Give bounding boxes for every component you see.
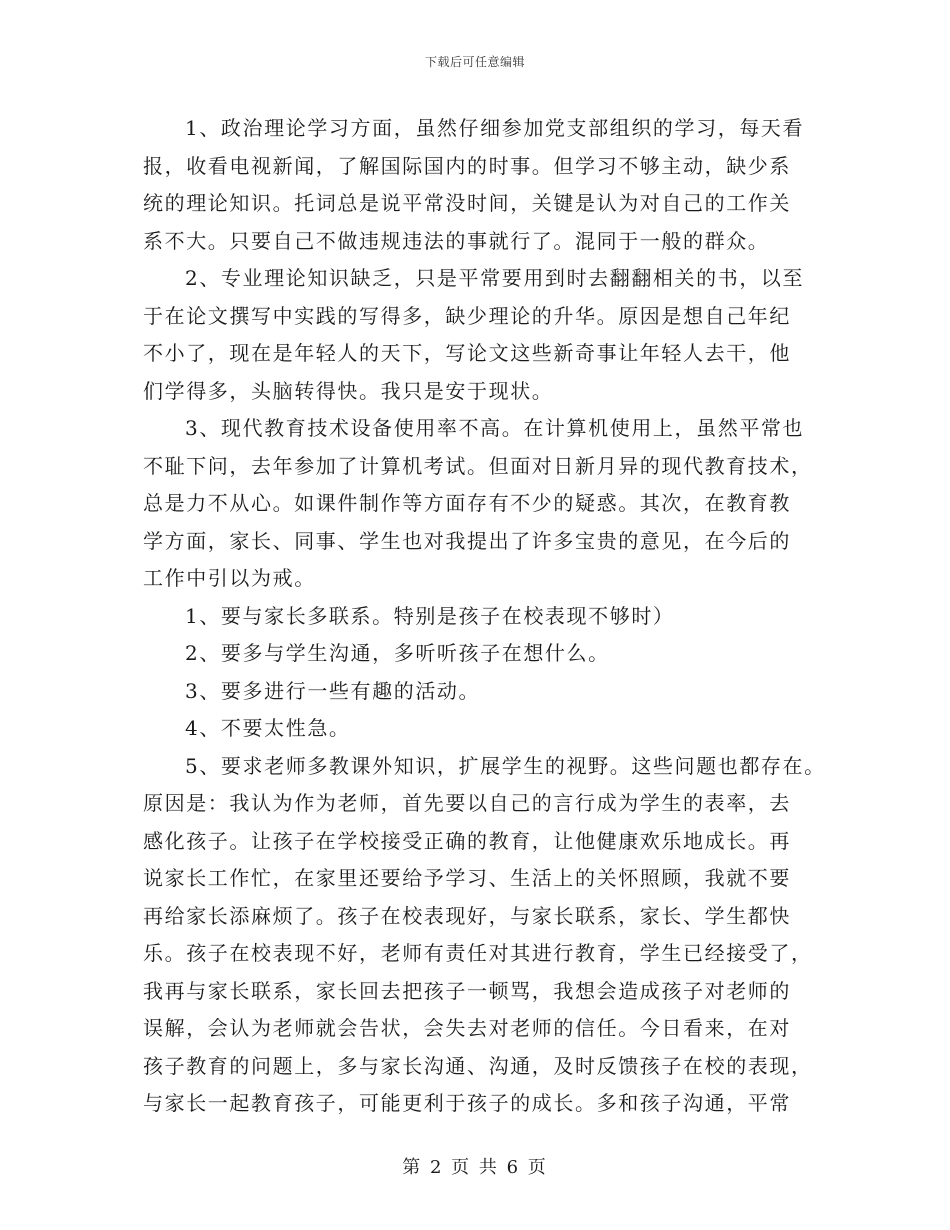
text-line: 3、要多进行一些有趣的活动。 [185, 678, 481, 703]
body-text [143, 110, 863, 1123]
text-line: 2、专业理论知识缺乏，只是平常要用到时去翻翻相关的书，以至 [185, 266, 805, 290]
text-line: 乐。孩子在校表现不好，老师有责任对其进行教育，学生已经接受了， [143, 941, 813, 965]
text-line: 5、要求老师多教课外知识，扩展学生的视野。这些问题也都存在。 [185, 753, 826, 778]
text-line: 报，收看电视新闻，了解国际国内的时事。但学习不够主动，缺少系 [143, 153, 791, 178]
text-line: 1、要与家长多联系。特别是孩子在校表现不够时） [185, 603, 675, 628]
text-line: 们学得多，头脑转得快。我只是安于现状。 [143, 378, 554, 403]
text-line: 原因是：我认为作为老师，首先要以自己的言行成为学生的表率，去 [143, 791, 791, 815]
text-line: 4、不要太性急。 [185, 716, 351, 740]
page-footer: 第 2 页 共 6 页 [402, 1157, 548, 1178]
text-line: 再给家长添麻烦了。孩子在校表现好，与家长联系，家长、学生都快 [143, 903, 791, 928]
text-line: 系不大。只要自己不做违规违法的事就行了。混同于一般的群众。 [143, 228, 770, 253]
text-line: 说家长工作忙，在家里还要给予学习、生活上的关怀照顾，我就不要 [143, 866, 791, 890]
text-line: 孩子教育的问题上，多与家长沟通、沟通，及时反馈孩子在校的表现， [143, 1053, 813, 1078]
text-line: 2、要多与学生沟通，多听听孩子在想什么。 [185, 641, 610, 665]
text-line: 不小了，现在是年轻人的天下，写论文这些新奇事让年轻人去干，他 [143, 341, 791, 365]
text-line: 与家长一起教育孩子，可能更利于孩子的成长。多和孩子沟通，平常 [143, 1091, 791, 1115]
text-line: 学方面，家长、同事、学生也对我提出了许多宝贵的意见，在今后的 [143, 528, 791, 553]
text-line: 误解，会认为老师就会告状，会失去对老师的信任。今日看来，在对 [143, 1016, 791, 1040]
text-line: 统的理论知识。托词总是说平常没时间，关键是认为对自己的工作关 [143, 191, 791, 215]
text-line: 我再与家长联系，家长回去把孩子一顿骂，我想会造成孩子对老师的 [143, 978, 791, 1003]
text-line: 3、现代教育技术设备使用率不高。在计算机使用上，虽然平常也 [185, 416, 805, 440]
text-line: 不耻下问，去年参加了计算机考试。但面对日新月异的现代教育技术， [143, 453, 813, 478]
text-line: 1、政治理论学习方面，虽然仔细参加党支部组织的学习，每天看 [185, 116, 805, 140]
text-line: 总是力不从心。如课件制作等方面存有不少的疑惑。其次，在教育教 [143, 491, 791, 515]
page-header: 下载后可任意编辑 [424, 55, 525, 69]
text-line: 工作中引以为戒。 [143, 566, 316, 590]
text-line: 于在论文撰写中实践的写得多，缺少理论的升华。原因是想自己年纪 [143, 303, 791, 328]
text-line: 感化孩子。让孩子在学校接受正确的教育，让他健康欢乐地成长。再 [143, 828, 791, 853]
